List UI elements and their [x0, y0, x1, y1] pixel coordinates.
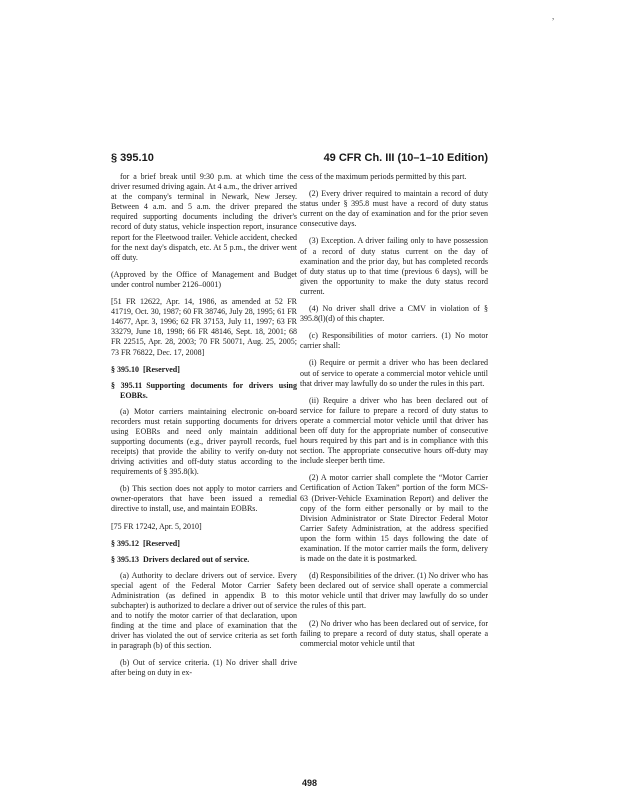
paragraph: for a brief break until 9:30 p.m. at which time the driver resumed driving again. At 4 a.m., the driver arrived at the company's terminal in Newark, New Jersey. Between 4 a.m. and 5 a.m. the driver prepared the required supporting documents including the driver's record of duty status, vehicle inspection report, insurance report for the Fleetwood trailer. Vehicle accident, checked for the next day's dispatch, etc. At 5 p.m., the driver went off duty.: [111, 172, 297, 262]
authority-note: (Approved by the Office of Management and Budget under control number 2126–0001): [111, 269, 297, 289]
paragraph: (b) This section does not apply to motor carriers and owner-operators that have been issued a remedial directive to install, use, and maintain EOBRs.: [111, 484, 297, 514]
left-column: [111, 172, 297, 686]
right-column: [300, 172, 488, 656]
header-section-number: § 395.10: [111, 152, 154, 164]
page-number: 498: [301, 778, 318, 788]
section-title: [Reserved]: [143, 364, 180, 374]
paragraph: (a) Motor carriers maintaining electronic on-board recorders must retain supporting documents for drivers using EOBRs and need only maintain additional supporting documents (e.g., driver payroll records, fuel receipts) that provide the ability to verify on-duty not driving activities and off-duty status according to the requirements of § 395.8(k).: [111, 406, 297, 477]
paragraph: (2) No driver who has been declared out of service, for failing to prepare a record of duty status, shall operate a commercial motor vehicle until that: [300, 618, 488, 648]
section-number: § 395.11: [111, 380, 143, 390]
page-header: [111, 152, 488, 166]
section-title: Drivers declared out of service.: [143, 554, 250, 564]
section-title: [Reserved]: [143, 538, 180, 548]
paragraph: (3) Exception. A driver failing only to have possession of a record of duty status current on the day of examination and the prior day, but has completed records of duty status up to that time (previous 6 days), will be given the opportunity to make the duty status record current.: [300, 236, 488, 296]
paragraph: (c) Responsibilities of motor carriers. (1) No motor carrier shall:: [300, 331, 488, 351]
section-heading: [111, 365, 297, 375]
header-title: 49 CFR Ch. III (10–1–10 Edition): [323, 152, 488, 164]
paragraph: cess of the maximum periods permitted by this part.: [300, 172, 467, 181]
section-heading: [111, 555, 297, 565]
section-heading: [111, 539, 297, 549]
source-note: [75 FR 17242, Apr. 5, 2010]: [111, 521, 202, 531]
section-number: § 395.13: [111, 554, 139, 564]
section-number: § 395.10: [111, 364, 139, 374]
paragraph: (4) No driver shall drive a CMV in violation of § 395.8(l)(d) of this chapter.: [300, 304, 488, 324]
section-title: Supporting documents for drivers using EOBRs.: [120, 380, 297, 400]
paragraph: (ii) Require a driver who has been declared out of service for failure to prepare a record of duty status to operate a commercial motor vehicle until that driver has been off duty for the appropriate number of consecutive hours required by this part and is in compliance with this section. The appropriate consecutive hours off-duty may include sleeper berth time.: [300, 395, 488, 466]
paragraph: (i) Require or permit a driver who has been declared out of service to operate a commercial motor vehicle until that driver may lawfully do so under the rules in this part.: [300, 358, 488, 388]
section-heading: [111, 381, 297, 401]
paragraph: (d) Responsibilities of the driver. (1) No driver who has been declared out of service shall operate a commercial motor vehicle until that driver may lawfully do so under the rules of this part.: [300, 571, 488, 611]
section-number: § 395.12: [111, 538, 139, 548]
paragraph: (2) Every driver required to maintain a record of duty status under § 395.8 must have a record of duty status current on the day of examination and for the prior seven consecutive days.: [300, 189, 488, 229]
paragraph: (b) Out of service criteria. (1) No driver shall drive after being on duty in ex-: [111, 658, 297, 678]
paragraph: (a) Authority to declare drivers out of service. Every special agent of the Federal Motor Carrier Safety Administration (as defined in appendix B to this subchapter) is authorized to declare a driver out of service and to notify the motor carrier of that declaration, upon finding at the time and place of examination that the driver has violated the out of service criteria as set forth in paragraph (b) of this section.: [111, 570, 297, 651]
source-note: [51 FR 12622, Apr. 14, 1986, as amended at 52 FR 41719, Oct. 30, 1987; 60 FR 38746, July 28, 1995; 61 FR 14677, Apr. 3, 1996; 62 FR 37153, July 11, 1997; 63 FR 33279, June 18, 1998; 66 FR 48146, Sept. 18, 2001; 68 FR 22515, Apr. 28, 2003; 70 FR 50071, Aug. 25, 2005; 73 FR 76822, Dec. 17, 2008]: [111, 297, 297, 357]
paragraph: (2) A motor carrier shall complete the “Motor Carrier Certification of Action Taken” portion of the form MCS-63 (Driver-Vehicle Examination Report) and deliver the copy of the form either personally or by mail to the Division Administrator or State Director Federal Motor Carrier Safety Administration, at the address specified upon the form within 15 days following the date of examination. If the motor carrier mails the form, delivery is made on the date it is postmarked.: [300, 473, 488, 564]
scan-mark: ,: [552, 11, 555, 21]
